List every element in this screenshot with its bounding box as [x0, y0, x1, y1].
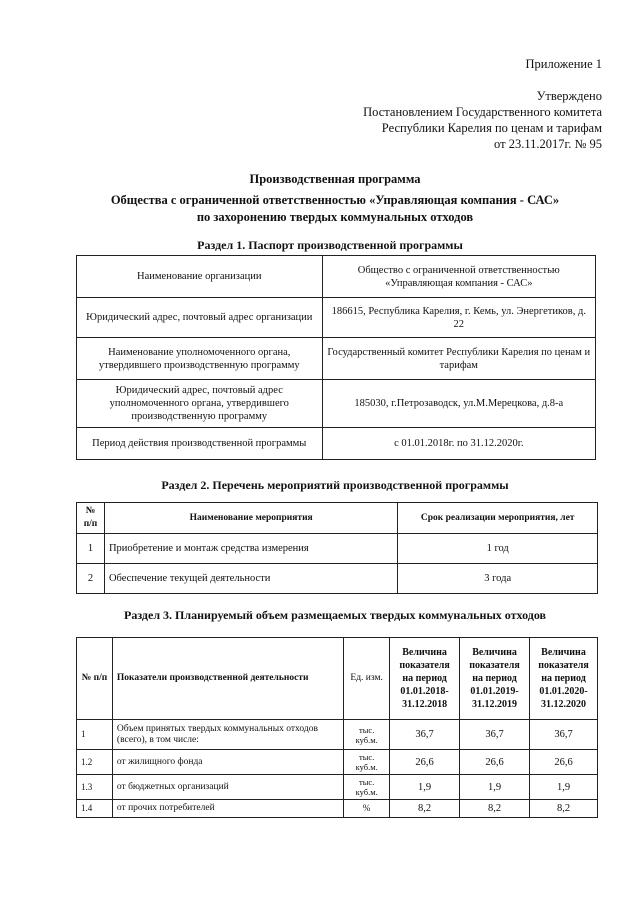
row-unit: тыс. куб.м. — [344, 720, 390, 750]
row-name: от прочих потребителей — [112, 800, 343, 818]
col-header-unit: Ед. изм. — [344, 638, 390, 720]
row-num: 1.4 — [77, 800, 113, 818]
col-header-name: Наименование мероприятия — [104, 503, 397, 534]
row-num: 1 — [77, 720, 113, 750]
row-value-2020: 26,6 — [530, 750, 598, 775]
table-row — [77, 564, 598, 594]
row-value-2019: 26,6 — [460, 750, 530, 775]
row-term: 3 года — [398, 564, 598, 594]
row-value-2020: 8,2 — [530, 800, 598, 818]
section3-heading: Раздел 3. Планируемый объем размещаемых твердых коммунальных отходов — [123, 608, 546, 622]
section1-heading: Раздел 1. Паспорт производственной программы — [197, 238, 463, 252]
row-unit: тыс. куб.м. — [344, 750, 390, 775]
row-name: Объем принятых твердых коммунальных отходов (всего), в том числе: — [112, 720, 343, 750]
title-line1: Производственная программа — [249, 172, 421, 186]
row-term: 1 год — [398, 534, 598, 564]
row-value-2019: 36,7 — [460, 720, 530, 750]
approved-label: Утверждено — [536, 89, 602, 103]
passport-value: Общество с ограниченной ответственностью «Управляющая компания - САС» — [322, 256, 595, 298]
row-value-2020: 36,7 — [530, 720, 598, 750]
passport-label: Наименование уполномоченного органа, утвердившего производственную программу — [77, 338, 323, 380]
table-row — [77, 338, 596, 380]
row-unit: % — [344, 800, 390, 818]
table-row — [77, 534, 598, 564]
passport-value: с 01.01.2018г. по 31.12.2020г. — [322, 428, 595, 460]
col-header-2018: Величина показателя на период 01.01.2018-31.12.2018 — [390, 638, 460, 720]
row-num: 1.3 — [77, 775, 113, 800]
row-name: от бюджетных организаций — [112, 775, 343, 800]
row-num: 1.2 — [77, 750, 113, 775]
passport-value: 185030, г.Петрозаводск, ул.М.Мерецкова, д.8-а — [322, 380, 595, 428]
passport-value: Государственный комитет Республики Карелия по ценам и тарифам — [322, 338, 595, 380]
col-header-2020: Величина показателя на период 01.01.2020-31.12.2020 — [530, 638, 598, 720]
measures-table — [76, 502, 598, 594]
row-name: Обеспечение текущей деятельности — [104, 564, 397, 594]
table-row — [77, 428, 596, 460]
row-value-2018: 26,6 — [390, 750, 460, 775]
row-value-2019: 1,9 — [460, 775, 530, 800]
table-row — [77, 638, 598, 720]
table-row — [77, 256, 596, 298]
col-header-num: № п/п — [77, 503, 105, 534]
table-row — [77, 800, 598, 818]
row-value-2020: 1,9 — [530, 775, 598, 800]
passport-label: Наименование организации — [77, 256, 323, 298]
col-header-num: № п/п — [77, 638, 113, 720]
row-unit: тыс. куб.м. — [344, 775, 390, 800]
table-row — [77, 503, 598, 534]
passport-label: Юридический адрес, почтовый адрес организации — [77, 298, 323, 338]
row-value-2018: 8,2 — [390, 800, 460, 818]
passport-value: 186615, Республика Карелия, г. Кемь, ул. Энергетиков, д. 22 — [322, 298, 595, 338]
decree-line2: Республики Карелия по ценам и тарифам — [381, 121, 602, 135]
row-name: Приобретение и монтаж средства измерения — [104, 534, 397, 564]
col-header-term: Срок реализации мероприятия, лет — [398, 503, 598, 534]
table-row — [77, 298, 596, 338]
row-value-2018: 36,7 — [390, 720, 460, 750]
title-line2: Общества с ограниченной ответственностью «Управляющая компания - САС» — [110, 193, 560, 207]
volume-table — [76, 637, 598, 818]
table-row — [77, 775, 598, 800]
row-num: 2 — [77, 564, 105, 594]
passport-label: Период действия производственной программы — [77, 428, 323, 460]
row-value-2018: 1,9 — [390, 775, 460, 800]
row-value-2019: 8,2 — [460, 800, 530, 818]
col-header-indicator: Показатели производственной деятельности — [112, 638, 343, 720]
col-header-2019: Величина показателя на период 01.01.2019-31.12.2019 — [460, 638, 530, 720]
table-row — [77, 750, 598, 775]
row-name: от жилищного фонда — [112, 750, 343, 775]
passport-label: Юридический адрес, почтовый адрес уполномоченного органа, утвердившего производственную программу — [77, 380, 323, 428]
appendix-label: Приложение 1 — [525, 57, 602, 71]
decree-line1: Постановлением Государственного комитета — [363, 105, 602, 119]
decree-line3: от 23.11.2017г. № 95 — [494, 137, 602, 151]
table-row — [77, 720, 598, 750]
section2-heading: Раздел 2. Перечень мероприятий производственной программы — [161, 478, 509, 492]
row-num: 1 — [77, 534, 105, 564]
title-line3: по захоронению твердых коммунальных отходов — [196, 210, 474, 224]
table-row — [77, 380, 596, 428]
passport-table — [76, 255, 596, 460]
